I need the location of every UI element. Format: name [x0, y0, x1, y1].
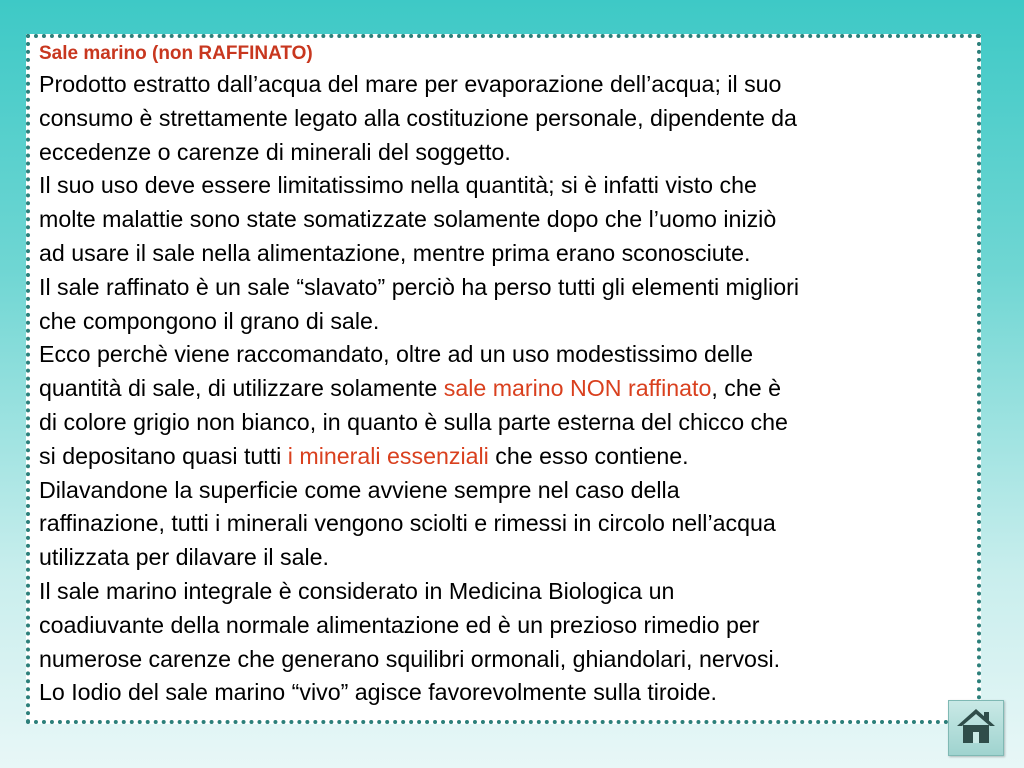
body-text-part-3: che esso contiene. Dilavandone la superficie come avviene sempre nel caso della raffinazione, tutti i minerali vengono sciolti e rimessi in circolo nell’acqua utilizzata per dilavare il sale. Il sale marino integrale è considerato in Medicina Biologica un coadiuvante della normale alimentazione ed è un prezioso rimedio per numerose carenze che generano squilibri ormonali, ghiandolari, nervosi. Lo Iodio del sale marino “vivo” agisce favorevolmente sulla tiroide.: [39, 442, 781, 706]
content-box: [26, 34, 981, 724]
highlight-sale-marino: sale marino NON raffinato: [443, 375, 712, 402]
home-button[interactable]: [948, 700, 1004, 756]
body-text-part-1: Prodotto estratto dall’acqua del mare per evaporazione dell’acqua; il suo consumo è strettamente legato alla costituzione personale, dipendente da eccedenze o carenze di minerali del soggetto. Il suo uso deve essere limitatissimo nella quantità; si è infatti visto che molte malattie sono state somatizzate solamente dopo che l’uomo iniziò ad usare il sale nella alimentazione, mentre prima erano sconosciute. Il sale raffinato è un sale “slavato” perciò ha perso tutti gli elementi migliori che compongono il grano di sale. Ecco perchè viene raccomandato, oltre ad un uso modestissimo delle quantità di sale, di utilizzare solamente: [39, 71, 799, 402]
body-text: [39, 68, 977, 710]
page-title: Sale marino (non RAFFINATO): [39, 43, 313, 64]
highlight-minerali: i minerali essenziali: [287, 442, 489, 469]
body-text-part-2: , che è di colore grigio non bianco, in quanto è sulla parte esterna del chicco che si depositano quasi tutti: [39, 375, 788, 469]
home-icon: [955, 706, 997, 751]
